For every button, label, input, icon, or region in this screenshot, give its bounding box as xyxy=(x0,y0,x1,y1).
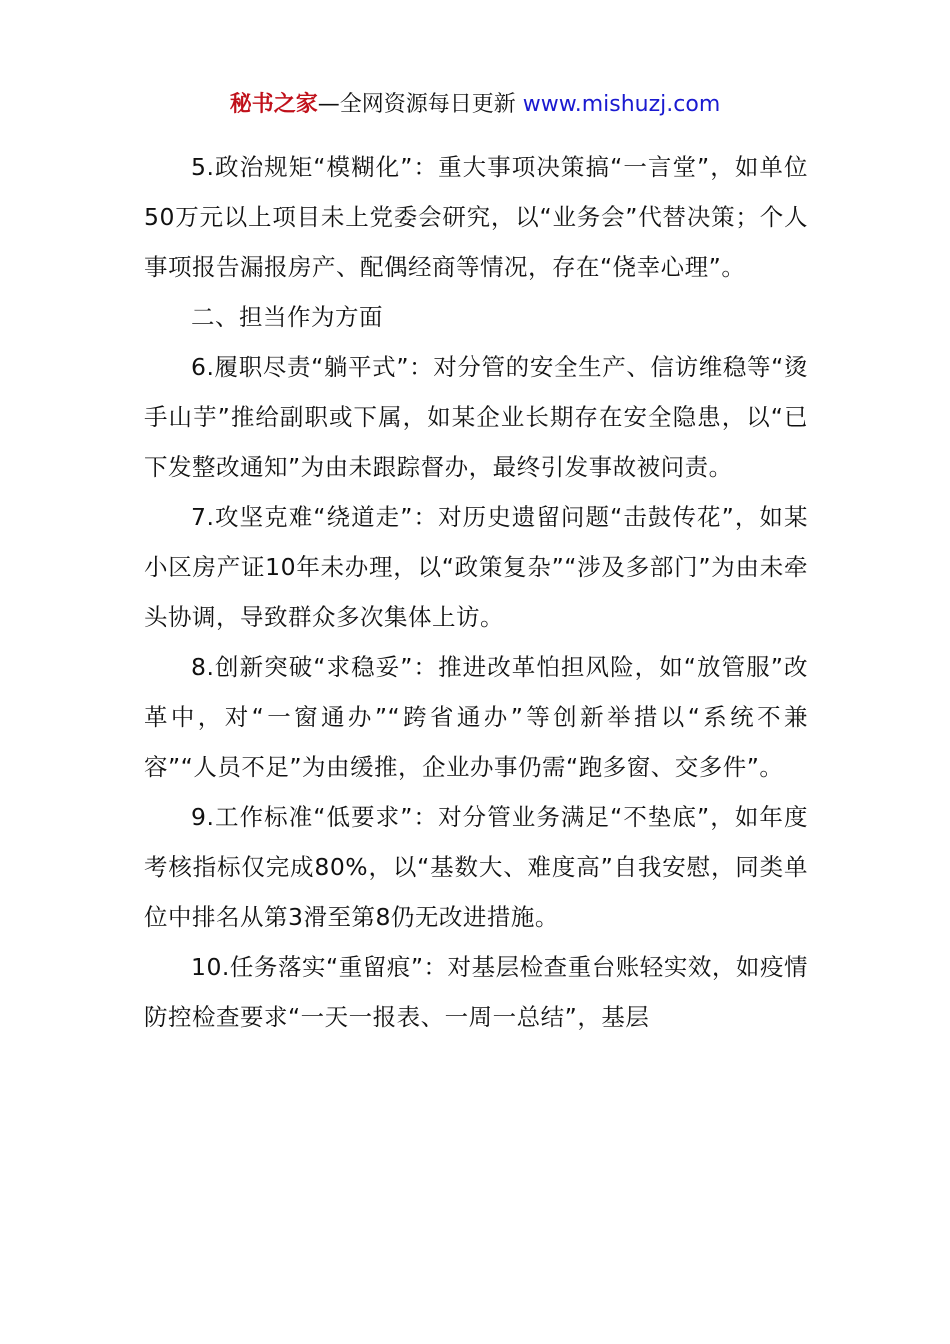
paragraph-item-6: 6.履职尽责“躺平式”：对分管的安全生产、信访维稳等“烫手山芋”推给副职或下属，如某企业长期存在安全隐患，以“已下发整改通知”为由未跟踪督办，最终引发事故被问责。 xyxy=(144,353,808,481)
page-header xyxy=(0,88,950,122)
paragraph-item-10: 10.任务落实“重留痕”：对基层检查重台账轻实效，如疫情防控检查要求“一天一报表、一周一总结”，基层 xyxy=(144,953,808,1031)
document-body xyxy=(144,142,808,1042)
website-link[interactable]: www.mishuzj.com xyxy=(522,92,721,117)
section-heading: 二、担当作为方面 xyxy=(191,303,383,331)
brand-name: 秘书之家 xyxy=(229,92,318,117)
paragraph-item-7: 7.攻坚克难“绕道走”：对历史遗留问题“击鼓传花”，如某小区房产证10年未办理，以“政策复杂”“涉及多部门”为由未牵头协调，导致群众多次集体上访。 xyxy=(144,503,808,631)
paragraph-item-5: 5.政治规矩“模糊化”：重大事项决策搞“一言堂”，如单位50万元以上项目未上党委会研究，以“业务会”代替决策；个人事项报告漏报房产、配偶经商等情况，存在“侥幸心理”。 xyxy=(144,153,808,281)
header-tagline: —全网资源每日更新 xyxy=(317,92,523,117)
paragraph-item-9: 9.工作标准“低要求”：对分管业务满足“不垫底”，如年度考核指标仅完成80%，以“基数大、难度高”自我安慰，同类单位中排名从第3滑至第8仍无改进措施。 xyxy=(144,803,808,931)
paragraph-item-8: 8.创新突破“求稳妥”：推进改革怕担风险，如“放管服”改革中，对“一窗通办”“跨省通办”等创新举措以“系统不兼容”“人员不足”为由缓推，企业办事仍需“跑多窗、交多件”。 xyxy=(144,653,808,781)
